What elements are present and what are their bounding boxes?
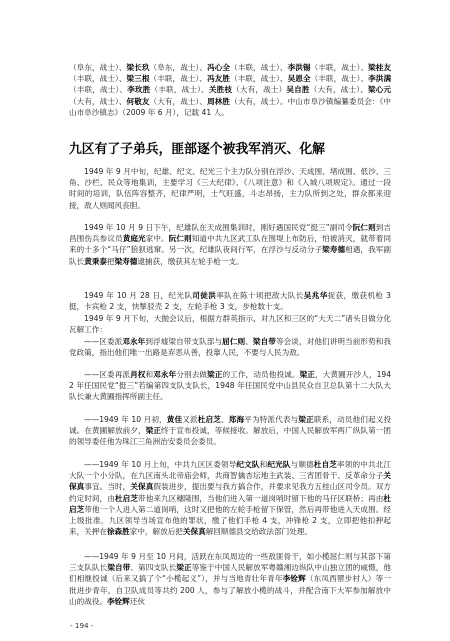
paragraph-tianchengwei: 1949 年 10 月 9 日下午，纪雄队在天成围集训时，刚好遇国民党“挺三”副司令阮仁则到吉昌围伤兵参议员黄庭光家中。阮仁则知道中共九区武工队在围堤上布防后，怕被消灭，就带着同来的十多个“马仔”狼狈逃窜。另一次，纪雄队夜间行军，在浮沙与反动分子梁寿德相遇，我军副队长黄秉泰把梁寿德逮捕获，缴获其左轮手枪一支。 — [69, 223, 392, 266]
paragraph-deng-yongnian: ——区委派邓永年到浮墟梁自带支队部与屈仁则、梁自带等会谈，对他们讲明当前形势和我党政策，指出他们唯一出路是弃恶从善，投靠人民，不要与人民为敌。 — [69, 337, 392, 358]
paragraph-capture: 1949 年 10 月 28 日，纪光队司徒洪率队在陈十顷把敌大队长吴兆华捉获，缴获机枪 3 挺，卡宾枪 2 支，快掣驳壳 2 支，左轮手枪 3 支，步枪数十支。 — [69, 291, 391, 312]
section-title: 九区有了子弟兵，匪部逐个被我军消灭、化解 — [69, 142, 325, 157]
paragraph-guan-baozhen: ——1949 年 10 月上旬，中共九区区委领导纪文队和纪光队与顺德杜自芝率领的中共北江大队一个小分队，在九区南头北帝庙会师，共商智擒杏坛地主武装、三宵团骨干、反革命分子关保真事宜。当时，关保真假装进步，提出要与我方搞合作，并要求见我方五桂山区司令员。双方约定时间，由杜启芝带他来九区穗隆围，当他们进入第一道岗哨时留下他的马仔区联桥；再由杜启芝带他一个人进入第二道岗哨，这时又把他的左轮手枪留下保管，然后再带他进入天成围。经上级批准，九区领导当场宣布他的罪状，缴了他们手枪 4 支，冲锋枪 2 支，立即把他扣押起来，关押在徐森胜家中，解放后把关保真解回顺德县交给政法部门处理。 — [69, 460, 392, 537]
paragraph-huang-jia: ——1949 年 10 月初，黄佳又派杜启芝、郑海平为特派代表与梁正联系，动员他们起义投诚。在黄圃解放前夕，梁正终于宣布投诚，等候接收。解放后，中国人民解放军两广纵队第一团的领导委任他为珠江三角洲治安委员会委员。 — [69, 415, 392, 447]
casualty-list-paragraph: （阜东，战士）、梁长玖（阜东，战士）、冯心全（丰联，战士）、李洪锡（丰联，战士）、梁桂友（丰联，战士）、梁三根（丰联，战士）、冯友胜（丰联，战士）、吴恩全（丰联，战士）、李洪满（丰联，战士）、李玫胜（丰联，战士）、关胜枝（大有，战士）吴自胜（大有，战士）、梁心元（大有，战士）、何敬友（大有，战士）、周林胜（大有，战士）。中山市阜沙镇编纂委员会：《中山市阜沙镇志》（2009 年 6 月），记载 41 人。 — [69, 63, 392, 117]
page-number: - 194 - — [70, 621, 94, 630]
paragraph-training: 1949 年 9 月中旬，纪雄、纪文、纪光三个主力队分别在浮沙、天成围、堵成围、低沙、三角、沙栏、民众等地集训，主要学习《三大纪律》、《八项注意》和《入城八项规定》。通过一段时间的培训，队伍阵容整齐，纪律严明，士气旺盛，斗志昂扬，主力队所到之处，群众都来迎接，敌人则闻风丧胆。 — [69, 167, 391, 210]
paragraph-liang-zheng: ——区委再派肖权和邓永年分别去做梁正的工作，动员他投诚。梁正，大黄圃开沙人，1942 年任国民党“挺三”若编第四支队支队长，1948 年任国民党中山县民众自卫总队第十二大队大队长兼大黄圃指挥所副主任。 — [69, 370, 392, 402]
paragraph-dapao-meeting: 1949 年 9 月下旬，大抛会议后，根据方群英指示，对九区和三区的“大天二”诸头目做分化瓦解工作： — [69, 314, 391, 335]
paragraph-xiaolan-uprising: ——1949 年 9 月至 10 月间，活跃在东凤周边的一些敌匪骨干，如小榄屈仁则与其部下第三支队队长梁自带、第四支队长梁正等鉴于中国人民解放军粤赣湘边纵队中山独立团的威慑，他们相继投诚（后来又搞了个“小榄起义”），并与当地青壮年青年李铨辉（东凤西罂步村人）等一批进步青年，自卫队成员等共约 200 人，参与了解放小榄的战斗，并配合南下大军参加解放中山的战役。李铨辉还伙 — [69, 552, 392, 606]
